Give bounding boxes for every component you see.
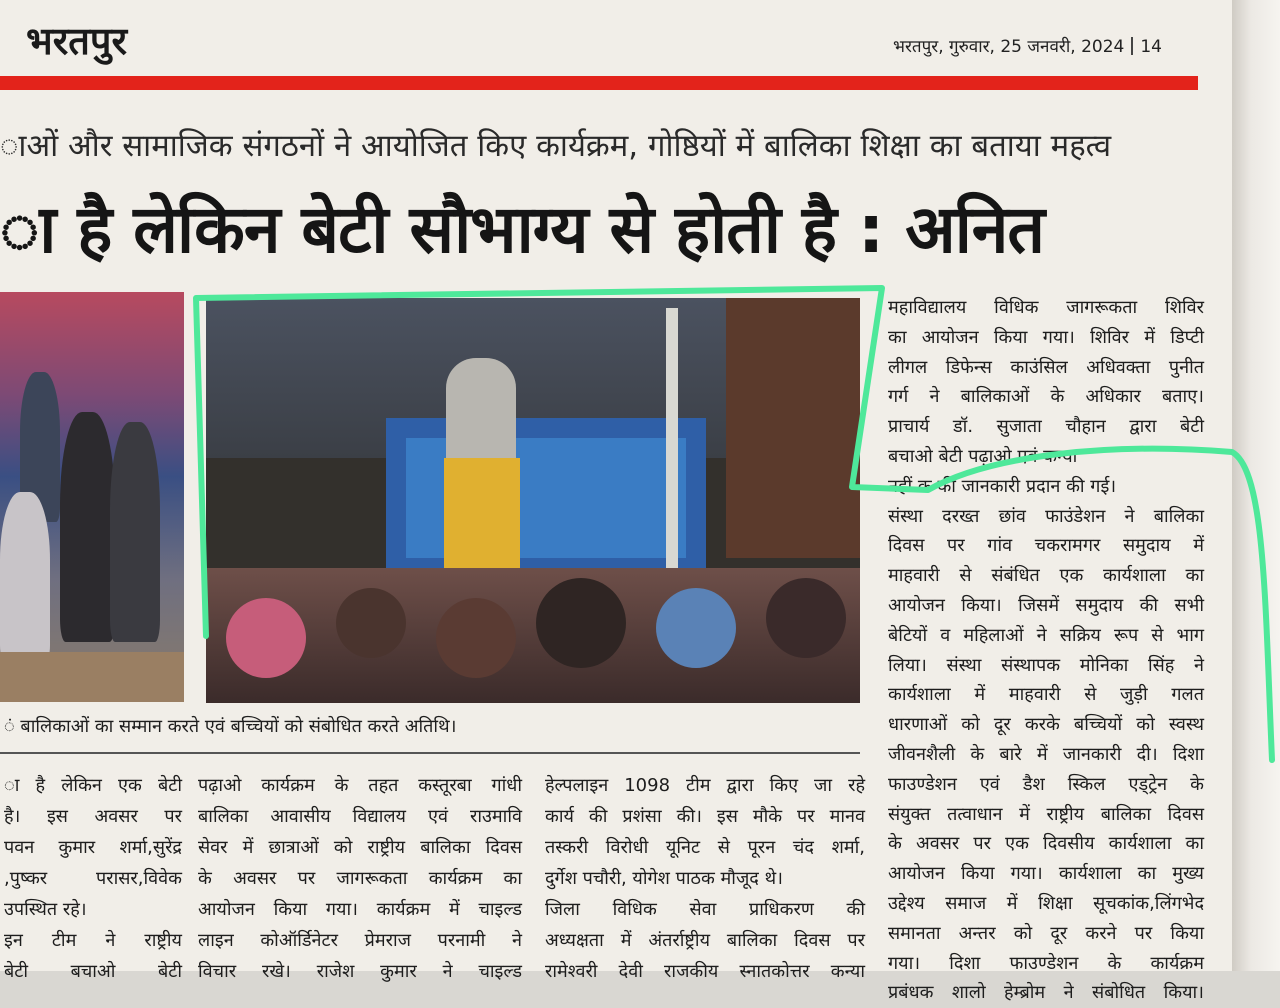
event-photo-left — [0, 292, 184, 702]
column-line: प्राचार्य डॉ. सुजाता चौहान द्वारा बेटी — [888, 416, 1204, 438]
column-line: संस्था दरख्त छांव फाउंडेशन ने बालिका — [888, 505, 1204, 527]
article-column-2 — [198, 770, 522, 987]
column-line: फाउण्डेशन एवं डैश स्किल एड्ट्रेन के — [888, 773, 1204, 795]
column-line: बालिका आवासीय विद्यालय एवं राउमावि — [198, 806, 522, 827]
caption-rule — [0, 752, 860, 754]
column-line: दुर्गेश पचौरी, योगेश पाठक मौजूद थे। — [545, 868, 783, 889]
article-column-right — [888, 293, 1204, 1008]
column-line: आयोजन किया। जिसमें समुदाय की सभी — [888, 594, 1204, 616]
column-line: बेटी बचाओ बेटी — [4, 961, 182, 982]
column-line: लिया। संस्था संस्थापक मोनिका सिंह ने — [888, 654, 1204, 676]
dateline — [893, 36, 1162, 58]
column-line: रामेश्वरी देवी राजकीय स्नातकोत्तर कन्या — [545, 961, 865, 982]
column-line: ,पुष्कर परासर,विवेक — [4, 868, 182, 889]
column-line: लीगल डिफेन्स काउंसिल अधिवक्ता पुनीत — [888, 356, 1204, 378]
column-line: पढ़ाओ कार्यक्रम के तहत कस्तूरबा गांधी — [198, 775, 522, 796]
masthead-red-rule — [0, 76, 1198, 90]
column-line: उपस्थित रहे। — [4, 899, 87, 920]
column-line: बेटियों व महिलाओं ने सक्रिय रूप से भाग — [888, 624, 1204, 646]
column-line: कार्यशाला में माहवारी से जुड़ी गलत — [888, 684, 1204, 706]
column-line: आयोजन किया गया। कार्यक्रम में चाइल्ड — [198, 899, 522, 920]
paper-edge — [1232, 0, 1280, 971]
dateline-divider — [1131, 37, 1133, 55]
subheadline: ाओं और सामाजिक संगठनों ने आयोजित किए कार्यक्रम, गोष्ठियों में बालिका शिक्षा का बताया महत्व — [0, 128, 1112, 164]
column-line: है। इस अवसर पर — [4, 806, 182, 827]
column-line: ा है लेकिन एक बेटी — [4, 775, 182, 796]
column-line: प्रबंधक शालो हेम्ब्रोम ने संबोधित किया। — [888, 982, 1204, 1004]
column-line: समानता अन्तर को दूर करने पर किया — [888, 922, 1204, 944]
page-number: 14 — [1140, 37, 1162, 57]
city-masthead: भरतपुर — [26, 19, 128, 63]
column-line: उद्देश्य समाज में शिक्षा सूचकांक,लिंगभेद — [888, 892, 1204, 914]
column-line: महाविद्यालय विधिक जागरूकता शिविर — [888, 297, 1204, 318]
column-line: गया। दिशा फाउण्डेशन के कार्यक्रम — [888, 952, 1204, 974]
column-line: आयोजन किया गया। कार्यशाला का मुख्य — [888, 863, 1204, 885]
headline: ा है लेकिन बेटी सौभाग्य से होती है : अनित — [0, 191, 1045, 268]
article-column-3 — [545, 770, 865, 987]
column-line: दिवस पर गांव चकरामगर समुदाय में — [888, 535, 1204, 557]
column-line: माहवारी से संबंधित एक कार्यशाला का — [888, 565, 1204, 587]
column-line: हेल्पलाइन 1098 टीम द्वारा किए जा रहे — [545, 775, 865, 796]
photo-caption: ं बालिकाओं का सम्मान करते एवं बच्चियों को संबोधित करते अतिथि। — [4, 716, 457, 737]
event-photo-main — [206, 298, 860, 703]
column-line: विचार रखे। राजेश कुमार ने चाइल्ड — [198, 961, 522, 982]
column-line: नहीं क की जानकारी प्रदान की गई। — [888, 475, 1117, 497]
column-line: संयुक्त तत्वाधान में राष्ट्रीय बालिका दिवस — [888, 803, 1204, 825]
column-line: सेवर में छात्राओं को राष्ट्रीय बालिका दिवस — [198, 837, 522, 858]
article-column-1 — [4, 770, 182, 987]
column-line: बचाओ बेटी पढ़ाओ एवं कन्या — [888, 445, 1078, 467]
column-line: कार्य की प्रशंसा की। इस मौके पर मानव — [545, 806, 865, 827]
column-line: का आयोजन किया गया। शिविर में डिप्टी — [888, 326, 1204, 348]
column-line: अध्यक्षता में अंतर्राष्ट्रीय बालिका दिवस पर — [545, 930, 865, 951]
column-line: जिला विधिक सेवा प्राधिकरण की — [545, 899, 865, 920]
column-line: पवन कुमार शर्मा,सुरेंद्र — [4, 837, 182, 858]
column-line: गर्ग ने बालिकाओं के अधिकार बताए। — [888, 386, 1204, 408]
column-line: लाइन कोऑर्डिनेटर प्रेमराज परनामी ने — [198, 930, 522, 951]
column-line: के अवसर पर एक दिवसीय कार्यशाला का — [888, 833, 1204, 855]
column-line: धारणाओं को दूर करके बच्चियों को स्वस्थ — [888, 714, 1204, 736]
dateline-text: भरतपुर, गुरुवार, 25 जनवरी, 2024 — [893, 37, 1125, 57]
column-line: इन टीम ने राष्ट्रीय — [4, 930, 182, 951]
column-line: के अवसर पर जागरूकता कार्यक्रम का — [198, 868, 522, 889]
column-line: जीवनशैली के बारे में जानकारी दी। दिशा — [888, 743, 1204, 765]
column-line: तस्करी विरोधी यूनिट से पूरन चंद शर्मा, — [545, 837, 865, 858]
